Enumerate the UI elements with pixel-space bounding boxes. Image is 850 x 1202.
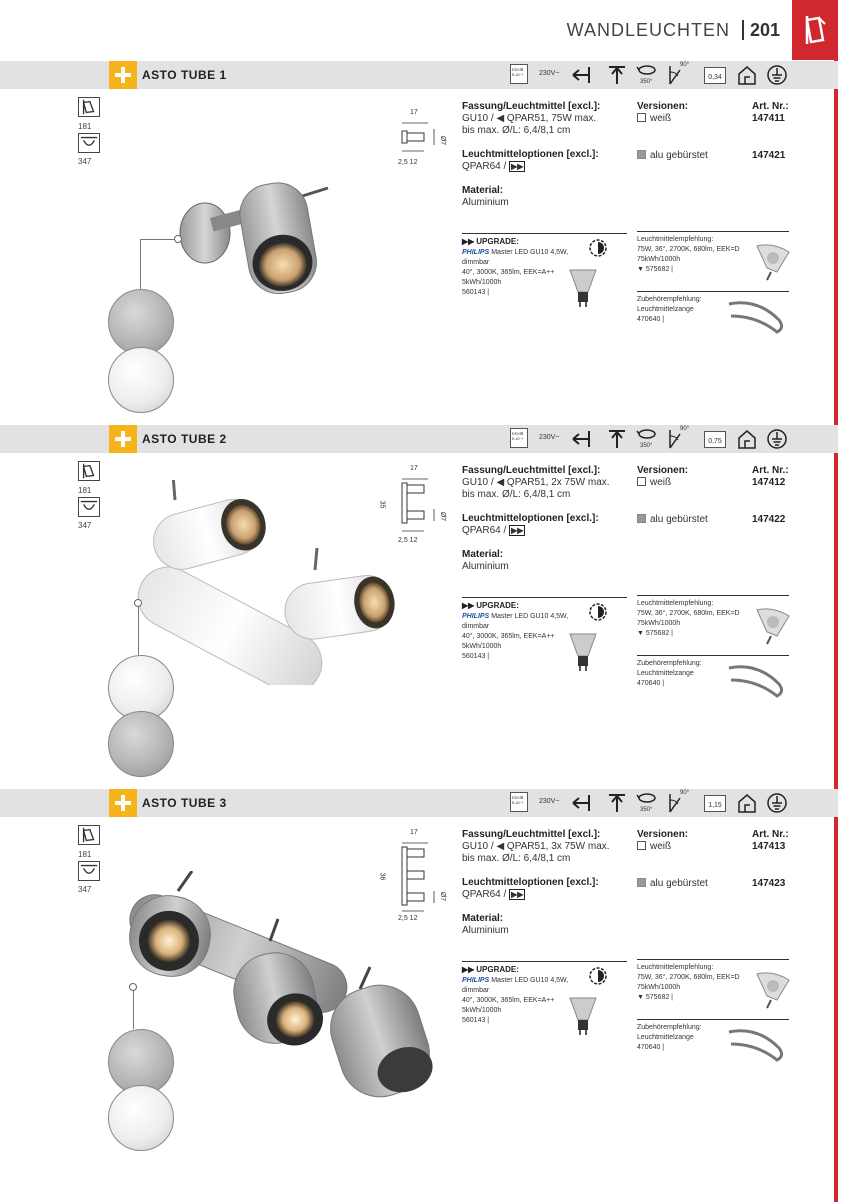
weight-box: 0,34 bbox=[704, 67, 726, 84]
socket-info bbox=[462, 829, 632, 865]
tilt-degree-label: 90° bbox=[680, 62, 690, 68]
material-value: Aluminium bbox=[462, 561, 509, 572]
plus-icon bbox=[109, 61, 137, 89]
color-swatch-alu bbox=[108, 289, 174, 355]
dimmable-icon bbox=[588, 966, 608, 986]
dim-bottom: 2,5 12 bbox=[398, 159, 418, 166]
acc-artnr: 470640 | bbox=[637, 316, 665, 323]
options-label: Leuchtmitteloptionen [excl.]: bbox=[462, 149, 599, 160]
lamp-rec-artnr: ▼ 575682 | bbox=[637, 994, 673, 1001]
led-line-3: 40°, 3000K, 365lm, EEK=A++ bbox=[462, 633, 555, 640]
socket-max: bis max. Ø/L: 6,4/8,1 cm bbox=[462, 125, 571, 136]
voltage-label: 230V~ bbox=[539, 70, 560, 77]
options-info bbox=[462, 149, 632, 173]
led-bulb-image bbox=[566, 994, 600, 1036]
led-icon: ▶▶ bbox=[511, 162, 524, 171]
version-alu-label: alu gebürstet bbox=[650, 514, 708, 525]
dim-bottom: 2,5 12 bbox=[398, 915, 418, 922]
dim-diameter: Ø7 bbox=[439, 511, 447, 522]
material-value: Aluminium bbox=[462, 197, 509, 208]
version-white-label: weiß bbox=[650, 841, 672, 852]
white-checkbox bbox=[637, 841, 646, 850]
led-artnr: 560143 | bbox=[462, 1017, 490, 1024]
acc-line-1: Leuchtmittelzange bbox=[637, 1034, 694, 1041]
weight-box: 0,75 bbox=[704, 431, 726, 448]
led-line-2: dimmbar bbox=[462, 987, 490, 994]
dim-diameter: Ø7 bbox=[439, 135, 447, 146]
socket-label: Fassung/Leuchtmittel [excl.]: bbox=[462, 465, 601, 476]
white-checkbox bbox=[637, 113, 646, 122]
wall-lamp-type-label: 181 bbox=[78, 850, 92, 859]
lamp-pliers-image bbox=[727, 660, 787, 706]
acc-title: Zubehörempfehlung: bbox=[637, 1024, 702, 1031]
options-value-text: QPAR64 / bbox=[462, 889, 507, 900]
wall-lamp-type-icon bbox=[78, 825, 100, 845]
dim-width: 17 bbox=[410, 109, 418, 116]
accessory-recommendation-box bbox=[637, 291, 789, 343]
art-number-alu: 147421 bbox=[752, 150, 786, 161]
lamp-rec-line-1: 75W, 36°, 2700K, 680lm, EEK=D bbox=[637, 974, 740, 981]
version-white-label: weiß bbox=[650, 477, 672, 488]
accessory-recommendation-box bbox=[637, 655, 789, 707]
swatch-pointer bbox=[134, 599, 142, 607]
wall-mount-arrow-icon bbox=[570, 64, 592, 86]
versions-header: Versionen: bbox=[637, 101, 689, 112]
socket-info bbox=[462, 101, 632, 137]
spec-icons bbox=[510, 428, 800, 450]
page-number: 201 bbox=[749, 20, 780, 40]
led-upgrade-box bbox=[462, 597, 627, 671]
protection-class-icon bbox=[766, 792, 788, 814]
led-icon: ▶▶ bbox=[462, 601, 475, 610]
version-alu bbox=[637, 514, 708, 525]
art-number-white: 147411 bbox=[752, 113, 785, 124]
acc-title: Zubehörempfehlung: bbox=[637, 296, 702, 303]
dimension-drawing bbox=[398, 837, 438, 915]
lamp-rec-artnr: ▼ 575682 | bbox=[637, 630, 673, 637]
ceiling-lamp-type-icon bbox=[78, 133, 100, 153]
halogen-bulb-image bbox=[755, 242, 791, 282]
led-artnr: 560143 | bbox=[462, 289, 490, 296]
plus-icon bbox=[109, 789, 137, 817]
art-number-white: 147413 bbox=[752, 841, 786, 852]
led-upgrade-label: UPGRADE: bbox=[476, 237, 519, 246]
led-line-3: 40°, 3000K, 365lm, EEK=A++ bbox=[462, 997, 555, 1004]
ceiling-mount-arrow-icon bbox=[606, 64, 628, 86]
led-upgrade-label: UPGRADE: bbox=[476, 965, 519, 974]
alu-checkbox bbox=[637, 878, 646, 887]
artnr-header: Art. Nr.: bbox=[752, 829, 789, 840]
wall-mount-arrow-icon bbox=[570, 792, 592, 814]
product-image bbox=[135, 480, 395, 685]
acc-artnr: 470640 | bbox=[637, 680, 665, 687]
lamp-rec-title: Leuchtmittelempfehlung: bbox=[637, 964, 714, 971]
art-number-alu: 147422 bbox=[752, 514, 786, 525]
philips-logo: PHILIPS bbox=[462, 249, 490, 256]
swatch-connector bbox=[140, 239, 141, 289]
led-upgrade-box bbox=[462, 961, 627, 1035]
artnr-header: Art. Nr.: bbox=[752, 101, 789, 112]
wall-lamp-type-label: 181 bbox=[78, 122, 92, 131]
color-swatch-white bbox=[108, 347, 174, 413]
versions-header: Versionen: bbox=[637, 465, 689, 476]
wall-lamp-type-icon bbox=[78, 461, 100, 481]
color-swatch-alu bbox=[108, 711, 174, 777]
led-line-4: 5kWh/1000h bbox=[462, 279, 502, 286]
version-alu-label: alu gebürstet bbox=[650, 150, 708, 161]
lamp-rec-line-1: 75W, 36°, 2700K, 680lm, EEK=D bbox=[637, 610, 740, 617]
led-upgrade-box bbox=[462, 233, 627, 307]
product-name: ASTO TUBE 3 bbox=[142, 796, 227, 810]
dim-bottom: 2,5 12 bbox=[398, 537, 418, 544]
version-white bbox=[637, 477, 671, 488]
ceiling-mount-arrow-icon bbox=[606, 792, 628, 814]
energy-label-icon: EEK⊞ E-A++ bbox=[510, 428, 528, 448]
artnr-header: Art. Nr.: bbox=[752, 465, 789, 476]
led-icon: ▶▶ bbox=[511, 890, 524, 899]
tilt-degree-label: 90° bbox=[680, 790, 690, 796]
halogen-bulb-image bbox=[755, 606, 791, 646]
spec-icons bbox=[510, 792, 800, 814]
material-label: Material: bbox=[462, 913, 504, 924]
socket-max: bis max. Ø/L: 6,4/8,1 cm bbox=[462, 489, 571, 500]
lamp-rec-line-2: 75kWh/1000h bbox=[637, 256, 681, 263]
accessory-recommendation-box bbox=[637, 1019, 789, 1071]
material-info bbox=[462, 549, 632, 573]
alu-checkbox bbox=[637, 514, 646, 523]
dimmable-icon bbox=[588, 602, 608, 622]
swatch-connector bbox=[138, 603, 139, 655]
lamp-pliers-image bbox=[727, 296, 787, 342]
options-value bbox=[462, 525, 632, 537]
philips-logo: PHILIPS bbox=[462, 613, 490, 620]
socket-value: GU10 / ◀ QPAR51, 2x 75W max. bbox=[462, 477, 610, 488]
led-bulb-image bbox=[566, 630, 600, 672]
ceiling-lamp-type-label: 347 bbox=[78, 885, 92, 894]
spec-icons bbox=[510, 64, 800, 86]
version-alu-label: alu gebürstet bbox=[650, 878, 708, 889]
dim-width: 17 bbox=[410, 829, 418, 836]
dimension-drawing bbox=[398, 473, 438, 535]
lamp-rec-line-2: 75kWh/1000h bbox=[637, 984, 681, 991]
swatch-connector bbox=[133, 989, 134, 1029]
led-line-2: dimmbar bbox=[462, 623, 490, 630]
energy-label-icon: EEK⊞ E-A++ bbox=[510, 792, 528, 812]
rotate-degree-label: 350° bbox=[640, 443, 653, 449]
acc-line-1: Leuchtmittelzange bbox=[637, 306, 694, 313]
material-value: Aluminium bbox=[462, 925, 509, 936]
dim-width: 17 bbox=[410, 465, 418, 472]
art-number-white: 147412 bbox=[752, 477, 786, 488]
version-white bbox=[637, 841, 671, 852]
product-section-2 bbox=[0, 425, 838, 789]
socket-max: bis max. Ø/L: 6,4/8,1 cm bbox=[462, 853, 571, 864]
protection-class-icon bbox=[766, 428, 788, 450]
swatch-pointer bbox=[129, 983, 137, 991]
color-swatch-white bbox=[108, 1085, 174, 1151]
socket-info bbox=[462, 465, 632, 501]
options-label: Leuchtmitteloptionen [excl.]: bbox=[462, 513, 599, 524]
protection-class-icon bbox=[766, 64, 788, 86]
art-number-alu: 147423 bbox=[752, 878, 786, 889]
wall-lamp-type-icon bbox=[78, 97, 100, 117]
options-label: Leuchtmitteloptionen [excl.]: bbox=[462, 877, 599, 888]
ceiling-lamp-type-icon bbox=[78, 861, 100, 881]
lamp-rec-title: Leuchtmittelempfehlung: bbox=[637, 600, 714, 607]
ceiling-lamp-type-icon bbox=[78, 497, 100, 517]
product-section-3 bbox=[0, 789, 838, 1153]
ceiling-lamp-type-label: 347 bbox=[78, 521, 92, 530]
led-icon: ▶▶ bbox=[462, 965, 475, 974]
options-info bbox=[462, 877, 632, 901]
alu-checkbox bbox=[637, 150, 646, 159]
category-tab bbox=[792, 0, 838, 60]
led-line-1-text: Master LED GU10 4,5W, bbox=[491, 977, 569, 984]
product-section-1 bbox=[0, 61, 838, 425]
version-alu bbox=[637, 150, 708, 161]
white-checkbox bbox=[637, 477, 646, 486]
lamp-rec-line-1: 75W, 36°, 2700K, 680lm, EEK=D bbox=[637, 246, 740, 253]
voltage-label: 230V~ bbox=[539, 434, 560, 441]
socket-label: Fassung/Leuchtmittel [excl.]: bbox=[462, 101, 601, 112]
led-line-1-text: Master LED GU10 4,5W, bbox=[491, 249, 569, 256]
led-upgrade-label: UPGRADE: bbox=[476, 601, 519, 610]
plus-icon bbox=[109, 425, 137, 453]
material-label: Material: bbox=[462, 185, 504, 196]
led-line-1-text: Master LED GU10 4,5W, bbox=[491, 613, 569, 620]
led-icon: ▶▶ bbox=[511, 526, 524, 535]
energy-label-icon: EEK⊞ E-A++ bbox=[510, 64, 528, 84]
lamp-pliers-image bbox=[727, 1024, 787, 1070]
wall-mount-arrow-icon bbox=[570, 428, 592, 450]
lamp-rec-line-2: 75kWh/1000h bbox=[637, 620, 681, 627]
led-artnr: 560143 | bbox=[462, 653, 490, 660]
socket-label: Fassung/Leuchtmittel [excl.]: bbox=[462, 829, 601, 840]
options-value bbox=[462, 161, 632, 173]
product-image bbox=[140, 173, 360, 303]
dimmable-icon bbox=[588, 238, 608, 258]
options-value-text: QPAR64 / bbox=[462, 525, 507, 536]
page-header bbox=[0, 0, 850, 60]
ceiling-mount-arrow-icon bbox=[606, 428, 628, 450]
wall-lamp-icon bbox=[792, 0, 838, 60]
led-line-2: dimmbar bbox=[462, 259, 490, 266]
socket-value: GU10 / ◀ QPAR51, 3x 75W max. bbox=[462, 841, 610, 852]
material-info bbox=[462, 913, 632, 937]
rotate-degree-label: 350° bbox=[640, 79, 653, 85]
product-name: ASTO TUBE 1 bbox=[142, 68, 227, 82]
led-bulb-image bbox=[566, 266, 600, 308]
ceiling-lamp-type-label: 347 bbox=[78, 157, 92, 166]
philips-logo: PHILIPS bbox=[462, 977, 490, 984]
swatch-pointer bbox=[174, 235, 182, 243]
lamp-recommendation-box bbox=[637, 959, 789, 1015]
options-value-text: QPAR64 / bbox=[462, 161, 507, 172]
acc-line-1: Leuchtmittelzange bbox=[637, 670, 694, 677]
voltage-label: 230V~ bbox=[539, 798, 560, 805]
wall-lamp-type-label: 181 bbox=[78, 486, 92, 495]
acc-artnr: 470640 | bbox=[637, 1044, 665, 1051]
acc-title: Zubehörempfehlung: bbox=[637, 660, 702, 667]
material-label: Material: bbox=[462, 549, 504, 560]
version-white bbox=[637, 113, 671, 124]
page-title: WANDLEUCHTEN bbox=[566, 20, 730, 40]
header-separator bbox=[742, 20, 744, 40]
indoor-house-icon bbox=[736, 428, 758, 450]
lamp-recommendation-box bbox=[637, 595, 789, 651]
weight-box: 1,15 bbox=[704, 795, 726, 812]
rotate-degree-label: 350° bbox=[640, 807, 653, 813]
swatch-connector bbox=[140, 239, 176, 240]
socket-value: GU10 / ◀ QPAR51, 75W max. bbox=[462, 113, 597, 124]
options-value bbox=[462, 889, 632, 901]
led-line-4: 5kWh/1000h bbox=[462, 643, 502, 650]
led-line-4: 5kWh/1000h bbox=[462, 1007, 502, 1014]
led-icon: ▶▶ bbox=[462, 237, 475, 246]
material-info bbox=[462, 185, 632, 209]
lamp-rec-artnr: ▼ 575682 | bbox=[637, 266, 673, 273]
dim-height: 36 bbox=[378, 872, 386, 881]
version-alu bbox=[637, 878, 708, 889]
dim-diameter: Ø7 bbox=[439, 891, 447, 902]
versions-header: Versionen: bbox=[637, 829, 689, 840]
lamp-rec-title: Leuchtmittelempfehlung: bbox=[637, 236, 714, 243]
indoor-house-icon bbox=[736, 792, 758, 814]
version-white-label: weiß bbox=[650, 113, 672, 124]
dim-height: 35 bbox=[378, 500, 386, 509]
options-info bbox=[462, 513, 632, 537]
lamp-recommendation-box bbox=[637, 231, 789, 287]
led-line-3: 40°, 3000K, 365lm, EEK=A++ bbox=[462, 269, 555, 276]
indoor-house-icon bbox=[736, 64, 758, 86]
product-name: ASTO TUBE 2 bbox=[142, 432, 227, 446]
tilt-degree-label: 90° bbox=[680, 426, 690, 432]
halogen-bulb-image bbox=[755, 970, 791, 1010]
